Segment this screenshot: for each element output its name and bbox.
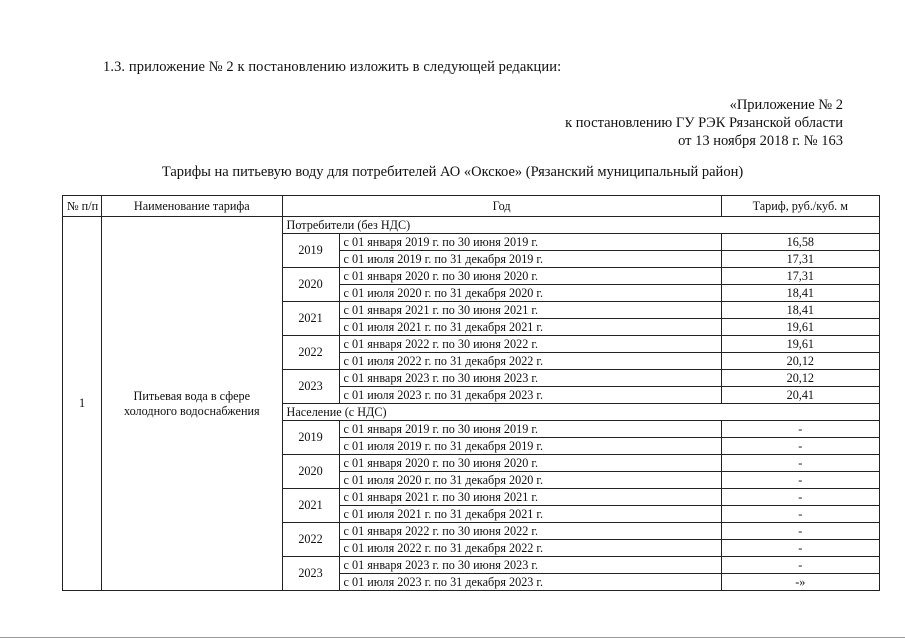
period-cell: с 01 июля 2019 г. по 31 декабря 2019 г.: [339, 438, 721, 455]
year-cell: 2023: [282, 557, 339, 591]
page-bottom-edge: [0, 637, 905, 638]
period-cell: с 01 июля 2020 г. по 31 декабря 2020 г.: [339, 285, 721, 302]
year-cell: 2020: [282, 268, 339, 302]
tariff-value-cell: 17,31: [721, 268, 879, 285]
group-row: [63, 217, 880, 234]
appendix-line-1: «Приложение № 2: [729, 97, 843, 113]
header-tariff: Тариф, руб./куб. м: [721, 196, 879, 217]
consumer-group-label: Потребители (без НДС): [282, 217, 879, 234]
tariff-value-cell: 16,58: [721, 234, 879, 251]
period-cell: с 01 января 2022 г. по 30 июня 2022 г.: [339, 523, 721, 540]
tariff-value-cell: 20,12: [721, 353, 879, 370]
period-cell: с 01 января 2019 г. по 30 июня 2019 г.: [339, 234, 721, 251]
period-cell: с 01 января 2022 г. по 30 июня 2022 г.: [339, 336, 721, 353]
table-title: Тарифы на питьевую воду для потребителей АО «Окское» (Рязанский муниципальный район): [161, 164, 744, 180]
header-year: Год: [282, 196, 721, 217]
tariff-value-cell: -: [721, 455, 879, 472]
period-cell: с 01 июля 2022 г. по 31 декабря 2022 г.: [339, 353, 721, 370]
year-cell: 2023: [282, 370, 339, 404]
period-cell: с 01 января 2023 г. по 30 июня 2023 г.: [339, 370, 721, 387]
tariff-value-cell: -: [721, 489, 879, 506]
tariff-value-cell: -: [721, 421, 879, 438]
year-cell: 2022: [282, 336, 339, 370]
period-cell: с 01 июля 2021 г. по 31 декабря 2021 г.: [339, 506, 721, 523]
row-number: 1: [63, 217, 102, 591]
tariff-value-cell: 19,61: [721, 336, 879, 353]
tariff-value-cell: -»: [721, 574, 879, 591]
tariff-table-body: [63, 217, 880, 591]
tariff-value-cell: -: [721, 506, 879, 523]
tariff-value-cell: -: [721, 557, 879, 574]
period-cell: с 01 июля 2023 г. по 31 декабря 2023 г.: [339, 387, 721, 404]
period-cell: с 01 июля 2020 г. по 31 декабря 2020 г.: [339, 472, 721, 489]
year-cell: 2019: [282, 234, 339, 268]
period-cell: с 01 января 2020 г. по 30 июня 2020 г.: [339, 455, 721, 472]
appendix-header: [565, 96, 843, 150]
period-cell: с 01 января 2023 г. по 30 июня 2023 г.: [339, 557, 721, 574]
year-cell: 2022: [282, 523, 339, 557]
tariff-name-line-2: холодного водоснабжения: [123, 403, 260, 418]
tariff-value-cell: -: [721, 438, 879, 455]
period-cell: с 01 июля 2019 г. по 31 декабря 2019 г.: [339, 251, 721, 268]
period-cell: с 01 января 2021 г. по 30 июня 2021 г.: [339, 302, 721, 319]
header-name: Наименование тарифа: [102, 196, 282, 217]
tariff-value-cell: 20,12: [721, 370, 879, 387]
year-cell: 2019: [282, 421, 339, 455]
year-cell: 2021: [282, 489, 339, 523]
appendix-line-3: от 13 ноября 2018 г. № 163: [678, 133, 843, 149]
tariff-value-cell: -: [721, 540, 879, 557]
period-cell: с 01 июля 2021 г. по 31 декабря 2021 г.: [339, 319, 721, 336]
period-cell: с 01 июля 2023 г. по 31 декабря 2023 г.: [339, 574, 721, 591]
tariff-value-cell: 17,31: [721, 251, 879, 268]
consumer-group-label: Население (с НДС): [282, 404, 879, 421]
period-cell: с 01 января 2020 г. по 30 июня 2020 г.: [339, 268, 721, 285]
tariff-table: [62, 195, 880, 591]
period-cell: с 01 января 2021 г. по 30 июня 2021 г.: [339, 489, 721, 506]
tariff-value-cell: -: [721, 472, 879, 489]
table-header-row: [63, 196, 880, 217]
period-cell: с 01 июля 2022 г. по 31 декабря 2022 г.: [339, 540, 721, 557]
tariff-name: [102, 217, 282, 591]
amendment-intro: 1.3. приложение № 2 к постановлению изложить в следующей редакции:: [103, 59, 562, 75]
period-cell: с 01 января 2019 г. по 30 июня 2019 г.: [339, 421, 721, 438]
header-num: № п/п: [63, 196, 102, 217]
tariff-value-cell: 18,41: [721, 285, 879, 302]
tariff-value-cell: 19,61: [721, 319, 879, 336]
tariff-name-line-1: Питьевая вода в сфере: [133, 388, 251, 403]
tariff-value-cell: 20,41: [721, 387, 879, 404]
tariff-value-cell: -: [721, 523, 879, 540]
tariff-value-cell: 18,41: [721, 302, 879, 319]
year-cell: 2021: [282, 302, 339, 336]
year-cell: 2020: [282, 455, 339, 489]
appendix-line-2: к постановлению ГУ РЭК Рязанской области: [565, 115, 843, 131]
